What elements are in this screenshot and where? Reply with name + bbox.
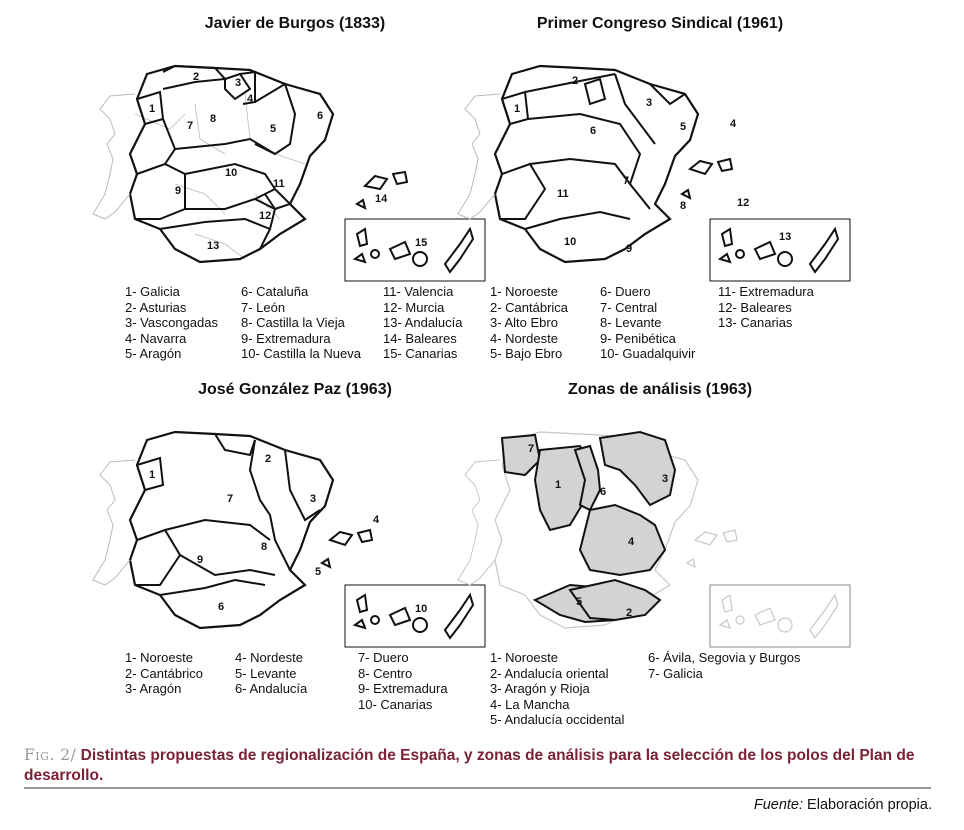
legend-item: 1- Galicia <box>125 284 180 299</box>
canarias-inset <box>710 219 850 281</box>
legend-item: 15- Canarias <box>383 346 458 362</box>
portugal-outline <box>458 94 500 219</box>
legend-item: 9- Extremadura <box>241 330 331 346</box>
panel-title: Zonas de análisis (1963) <box>567 381 753 398</box>
legend-column <box>718 284 814 331</box>
legend-item: 6- Andalucía <box>235 681 308 697</box>
region-label: 4 <box>730 118 737 130</box>
legend-item: 7- Galicia <box>648 665 703 681</box>
region-label: 8 <box>680 200 687 212</box>
region-label: 7 <box>187 120 194 132</box>
region-labels <box>514 75 791 255</box>
legend-item: 9- Penibética <box>600 330 676 346</box>
legend-item: 11- Valencia <box>383 284 454 299</box>
portugal-outline <box>93 94 135 219</box>
region-label: 13 <box>207 240 220 252</box>
region-label: 13 <box>779 231 792 243</box>
legend-item: 1- Noroeste <box>490 284 558 299</box>
legend-item: 6- Cataluña <box>241 284 309 299</box>
baleares <box>322 530 372 567</box>
spain-map-1963-zonas <box>440 410 860 650</box>
legend-item: 7- Central <box>600 299 658 315</box>
legend-item: 10- Guadalquivir <box>600 346 696 362</box>
legend-item: 10- Canarias <box>358 696 433 712</box>
region-label: 7 <box>227 493 234 505</box>
legend-item: 1- Noroeste <box>490 650 558 665</box>
legend-item: 2- Asturias <box>125 299 187 315</box>
legend-item: 3- Vascongadas <box>125 315 218 331</box>
region-label: 10 <box>225 167 238 179</box>
legend-item: 1- Noroeste <box>125 650 193 665</box>
region-label: 5 <box>270 123 277 135</box>
legend-item: 4- La Mancha <box>490 696 570 712</box>
legend-item: 3- Aragón y Rioja <box>490 681 590 697</box>
region-label: 2 <box>572 75 579 87</box>
canarias-inset <box>710 585 850 647</box>
analysis-zones <box>502 432 675 622</box>
region-label: 2 <box>265 453 272 465</box>
region-label: 4 <box>373 514 380 526</box>
region-label: 10 <box>564 236 577 248</box>
panel-primer-congreso-sindical <box>440 14 880 374</box>
legend-item: 2- Cantábrica <box>490 299 569 315</box>
region-label: 1 <box>555 479 562 491</box>
legend-item: 10- Castilla la Nueva <box>241 346 361 362</box>
region-label: 9 <box>175 185 182 197</box>
legend-item: 13- Canarias <box>718 315 793 331</box>
panel-title: Primer Congreso Sindical (1961) <box>536 15 784 32</box>
canarias <box>720 595 838 638</box>
baleares <box>687 530 737 567</box>
region-label: 11 <box>273 178 285 190</box>
region-label: 1 <box>149 469 156 481</box>
legend-item: 7- Duero <box>358 650 409 665</box>
legend-item: 5- Bajo Ebro <box>490 346 563 362</box>
region-label: 3 <box>235 77 242 89</box>
legend-column <box>125 650 203 697</box>
legend-item: 9- Extremadura <box>358 681 448 697</box>
region-label: 8 <box>261 541 268 553</box>
figure-number: Fig. 2/ <box>24 746 77 764</box>
region-label: 11 <box>557 188 569 200</box>
region-label: 4 <box>628 536 635 548</box>
source-text: Elaboración propia. <box>807 797 932 813</box>
region-label: 15 <box>415 237 428 249</box>
spain-map-1961 <box>440 44 860 284</box>
region-label: 1 <box>149 103 156 115</box>
portugal-outline <box>458 460 500 585</box>
region-label: 4 <box>247 93 254 105</box>
legend-item: 5- Andalucía occidental <box>490 712 625 728</box>
region-label: 5 <box>680 121 687 133</box>
region-label: 2 <box>626 607 633 619</box>
legend-item: 8- Levante <box>600 315 662 331</box>
region-label: 12 <box>737 197 750 209</box>
legend-item: 2- Cantábrico <box>125 665 204 681</box>
legend-item: 8- Centro <box>358 665 413 681</box>
legend-column <box>600 284 695 362</box>
region-label: 9 <box>197 554 204 566</box>
region-label: 6 <box>600 486 607 498</box>
legend-item: 2- Andalucía oriental <box>490 665 609 681</box>
region-label: 2 <box>193 71 200 83</box>
legend-item: 12- Murcia <box>383 299 445 315</box>
panel-title: José González Paz (1963) <box>198 381 392 398</box>
legend-column <box>125 284 218 362</box>
source-note <box>754 797 932 813</box>
region-label: 6 <box>590 125 597 137</box>
legend-column <box>241 284 361 362</box>
legend-column <box>490 284 568 362</box>
caption-text: Distintas propuestas de regionalización de España, y zonas de análisis para la selección de los polos del Plan de desarrollo. <box>24 747 915 784</box>
region-label: 6 <box>317 110 324 122</box>
legend-column <box>490 650 624 728</box>
region-label: 5 <box>315 566 322 578</box>
region-label: 3 <box>646 97 653 109</box>
legend-item: 5- Levante <box>235 665 297 681</box>
spain-map-1963-gonzalez-paz <box>75 410 495 650</box>
figure-caption <box>24 745 934 786</box>
legend-item: 12- Baleares <box>718 299 792 315</box>
legend-item: 11- Extremadura <box>718 284 814 299</box>
region-label: 12 <box>259 210 272 222</box>
legend-item: 4- Nordeste <box>490 330 558 346</box>
region-label: 10 <box>415 603 428 615</box>
legend-item: 13- Andalucía <box>383 315 463 331</box>
portugal-outline <box>93 460 135 585</box>
panel-title: Javier de Burgos (1833) <box>204 15 386 32</box>
legend-item: 6- Ávila, Segovia y Burgos <box>648 650 801 665</box>
region-label: 1 <box>514 103 521 115</box>
legend-item: 3- Aragón <box>125 681 182 697</box>
spain-map-1833 <box>75 44 495 284</box>
region-label: 3 <box>310 493 317 505</box>
legend-column <box>358 650 448 712</box>
legend-item: 7- León <box>241 299 286 315</box>
source-label: Fuente: <box>753 797 804 813</box>
region-label: 3 <box>662 473 669 485</box>
legend-item: 4- Nordeste <box>235 650 303 665</box>
legend-item: 3- Alto Ebro <box>490 315 558 331</box>
legend-item: 4- Navarra <box>125 330 187 346</box>
region-label: 7 <box>528 443 535 455</box>
panel-zonas-de-analisis <box>440 380 880 740</box>
legend-column <box>648 650 800 681</box>
region-label: 5 <box>576 596 583 608</box>
region-label: 6 <box>218 601 225 613</box>
baleares <box>682 159 732 198</box>
region-label: 7 <box>623 175 630 187</box>
caption-divider <box>24 787 931 789</box>
legend-item: 5- Aragón <box>125 346 182 362</box>
region-label: 9 <box>626 243 633 255</box>
region-label: 8 <box>210 113 217 125</box>
legend-item: 8- Castilla la Vieja <box>241 315 345 331</box>
legend-column <box>235 650 307 697</box>
region-label: 14 <box>375 193 388 205</box>
legend-item: 14- Baleares <box>383 330 457 346</box>
legend-item: 6- Duero <box>600 284 651 299</box>
